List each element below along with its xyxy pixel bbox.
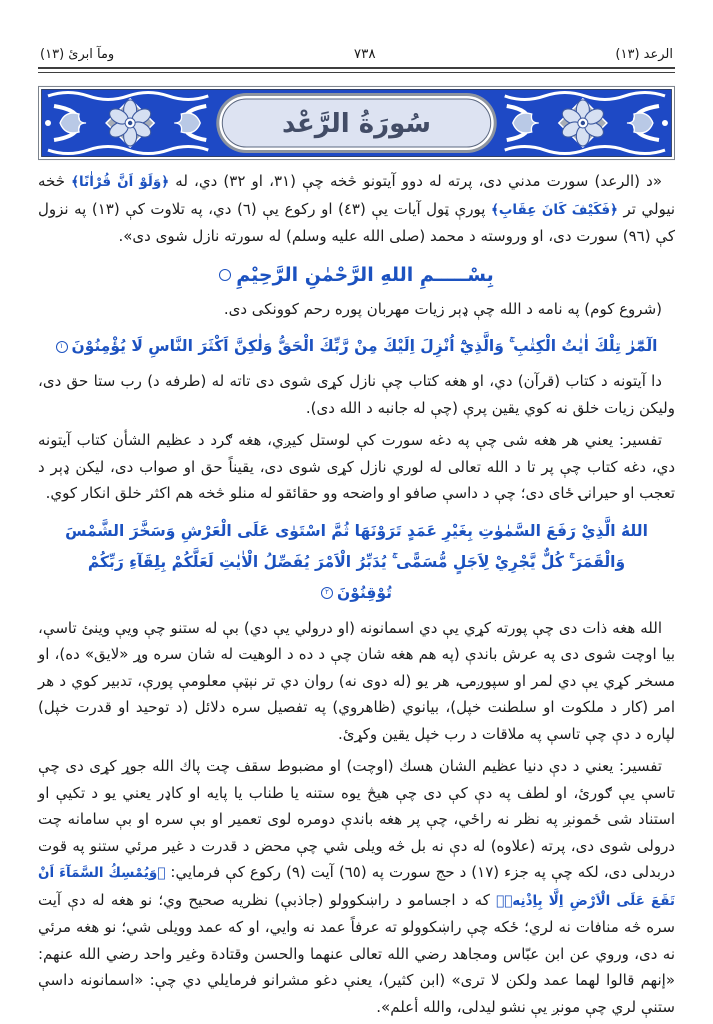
verse-1-tafsir: تفسير: يعني هر هغه شى چې په دغه سورت كې لوستل كيږي، هغه ګرد د عظيم الشأن كتاب آيتونه دي، دغه كتاب چې پر تا د الله تعالى له لوري نازل كړى شوى دى، يقيناً حق او صواب دى، ليكن ډېر د تعجب او حيرانۍ ځاى دى؛ چې د داسې صافو او واضحه وو حقائقو له منلو څخه هم اكثر خلق انكار كوي.	[38, 431, 675, 502]
verse-1-arabic	[38, 331, 675, 362]
verse-2-translation: الله هغه ذات دى چې پورته كړي يې دي اسمانونه (او درولي يې دي) بې له ستنو چې ويې وينئ تاسې، بيا اوچت شوى دى په عرش باندې (په هم هغه شان چې د ده د الوهيت له شان سره وړ «لايق» ده)، او مسخر كړي يې دي لمر او سپوږمۍ، هر يو (له دوى نه) روان دي تر نېټې معلومې پورې، تدبير كوي د هر امر (كار د ملكوت او سلطنت خپل)، بيانوي (ظاهروي) په تفصيل سره دلائل (د توحيد او قدرت خپل) لپاره د دې چې تاسې په ملاقات د رب خپل يقين وكړئ.	[38, 618, 675, 743]
tafsir-text-2: كه د اجسامو د راښكوولو (جاذبې) نظريه صحيح وي؛ نو هغه له دې آيت سره څه منافات نه لري؛ ځكه چې راښكوولو ته عرفاً عمد نه وايي، او كه عمد وويلى شي؛ نو هغه مرئي نه دى، وروي عن ابن عبّاس ومجاهد رضي الله تعالى عنهما والحسن وقتادة وغير واحد رضي الله عنهم: «إنهم قالوا لهما عمد ولكن لا ترى» (ابن كثير)، يعنې دغو مشرانو فرمايلي دي چې: «اسمانونه داسې ستنې لري چې مونږ يې نشو ليدلى، والله أعلم».	[38, 890, 675, 1016]
page-header	[38, 46, 675, 62]
intro-quran-quote-1: ﴿وَلَوْ اَنَّ قُرْاٰنًا﴾	[71, 174, 170, 190]
intro-paragraph	[38, 168, 675, 250]
header-juz-name: ومآ ابرئ (١٣)	[40, 47, 115, 62]
basmala-text: بِسْـــــمِ اللهِ الرَّحْمٰنِ الرَّحِيْمِ	[236, 263, 494, 286]
basmala-line	[38, 260, 675, 290]
intro-text-1: «د (الرعد) سورت مدني دى، پرته له دوو آيتونو څخه چې (٣١، او ٣٢) دي، له	[169, 172, 663, 190]
tafsir-text-1: تفسير: يعني د دې دنيا عظيم الشان هسك (اوچت) او مضبوط سقف چت پاك الله جوړ كړى دى چې تاسې يې ګورئ، او لطف په دې كې دى چې هيڅ يوه ستنه يا طناب يا پايه او كاډر يعني يو د تكيې او استناد شى ځمونږ په نظر نه راځي، چې پر هغه باندې دومره لوى تعمير او بې سره او بې سامانه چت درولى شوى دى، پرته (علاوه) له دې نه بل څه ويلى شي چې محض د قدرت د غير مرئي ستنو په قوت دربدلى دى، لكه چې په جزء (١٧) د حج سورت په (٦٥) آيت (٩) ركوع كې فرمايي:	[38, 757, 676, 881]
intro-text-3: پورې ټول آيات يې (٤٣) او ركوع يې (٦) دي، په تلاوت كې (١٣) په نزول كې (٩٦) سورت دى، او وروسته د محمد (صلى الله عليه وسلم) له سورته نازل شوى دى».	[38, 199, 675, 245]
verse-1-text: الٓمّٓرٰ تِلْكَ اٰيٰتُ الْكِتٰبِ ۚ وَالَّذِيْٓ اُنْزِلَ اِلَيْكَ مِنْ رَّبِّكَ الْحَقُّ وَلٰكِنَّ اَكْثَرَ النَّاسِ لَا يُؤْمِنُوْنَ	[71, 337, 658, 355]
header-page-number: ٧٣٨	[353, 46, 376, 62]
intro-quran-quote-2: ﴿فَكَيْفَ كَانَ عِقَابِ﴾	[490, 201, 618, 218]
ayah-end-icon: ١	[56, 341, 68, 353]
verse-1-translation: دا آيتونه د كتاب (قرآن) دي، او هغه كتاب چې نازل كړى شوى دى تاته له (طرفه د) رب ستا حق دى، وليكن زيات خلق نه كوي يقين پرې (چې له جانبه د الله دى).	[38, 372, 675, 417]
ayah-end-icon: ٢	[321, 587, 333, 599]
header-divider	[38, 67, 675, 73]
ayah-end-icon	[219, 269, 231, 281]
surah-title: سُورَةُ الرَّعْد	[281, 109, 432, 140]
verse-2-text: اللهُ الَّذِيْ رَفَعَ السَّمٰوٰتِ بِغَيْرِ عَمَدٍ تَرَوْنَهَا ثُمَّ اسْتَوٰى عَلَى الْعَرْشِ وَسَخَّرَ الشَّمْسَ وَالْقَمَرَ ۚ كُلٌّ يَّجْرِيْ لِاَجَلٍ مُّسَمًّى ۚ يُدَبِّرُ الْاَمْرَ يُفَصِّلُ الْاٰيٰتِ لَعَلَّكُمْ بِلِقَآءِ رَبِّكُمْ تُوْقِنُوْنَ	[65, 521, 648, 602]
tafsir-quran-quote: ﴿وَيُمْسِكُ السَّمَآءَ اَنْ تَقَعَ عَلَى الْاَرْضِ اِلَّا بِاِذْنِهٖ﴾	[38, 865, 676, 909]
basmala-translation: (شروع كوم) په نامه د الله چې ډېر زيات مهربان پوره رحم كوونكى دى.	[223, 299, 662, 318]
intro-text-2: څخه نيولي تر	[38, 172, 676, 218]
surah-banner	[38, 84, 675, 162]
verse-2-arabic	[63, 516, 651, 609]
surah-banner-ornament	[38, 84, 675, 162]
header-surah-name: الرعد (١٣)	[615, 47, 673, 62]
verse-2-tafsir	[38, 753, 675, 1020]
